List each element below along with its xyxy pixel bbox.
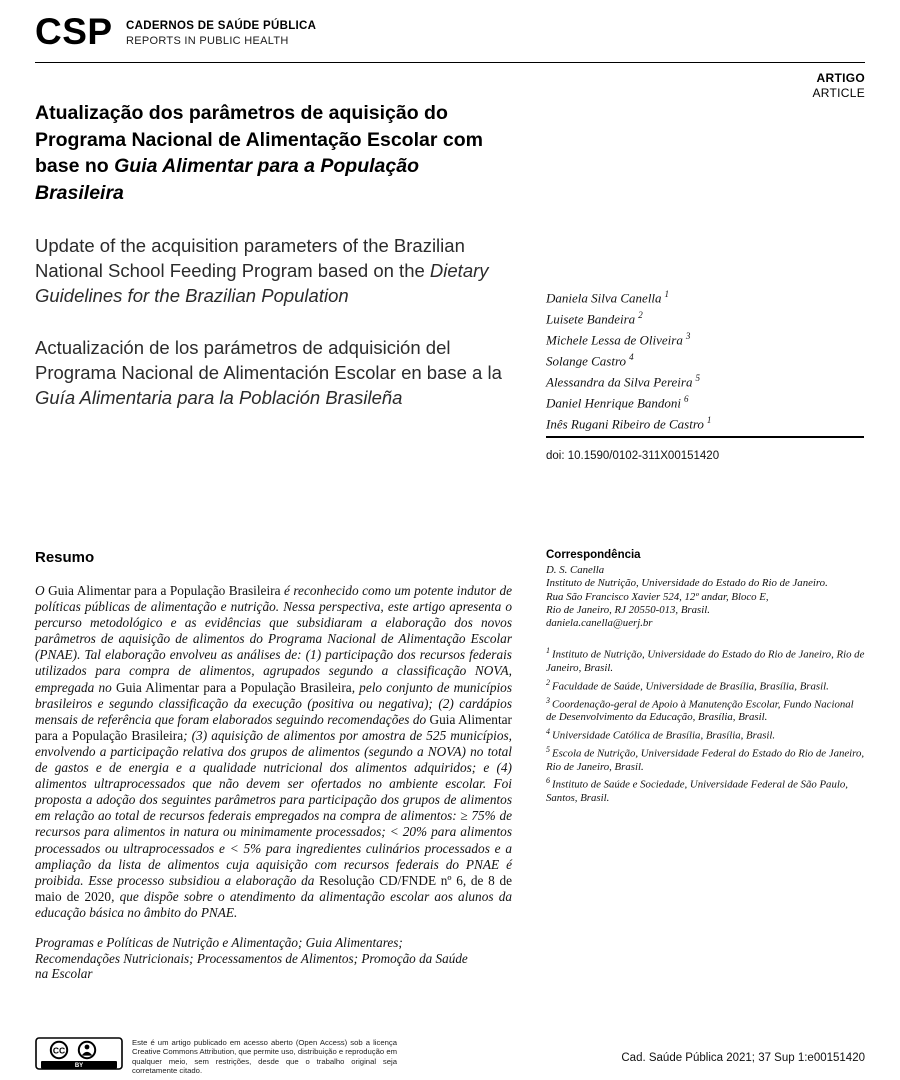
affiliation-number: 5	[546, 744, 550, 754]
affiliation	[546, 743, 866, 774]
author-affiliation-ref: 5	[695, 372, 700, 383]
header-divider	[35, 62, 865, 63]
title-english: Update of the acquisition parameters of the Brazilian National School Feeding Program based on the Dietary Guidelines for the Brazilian Population	[35, 235, 489, 306]
author-affiliation-ref: 2	[638, 309, 643, 320]
author-name: Daniel Henrique Bandoni	[546, 394, 682, 410]
author-name: Michele Lessa de Oliveira	[546, 332, 683, 348]
author	[546, 328, 866, 349]
affiliation-number: 3	[546, 695, 550, 705]
author-affiliation-ref: 6	[684, 393, 689, 404]
article-label-pt: ARTIGO	[816, 71, 865, 85]
doi-block	[546, 436, 864, 462]
svg-text:CC: CC	[52, 1045, 66, 1056]
journal-name-block	[126, 20, 316, 47]
affiliation-text: Universidade Católica de Brasília, Brasília, Brasil.	[552, 729, 776, 742]
correspondence-and-affiliations	[546, 549, 866, 805]
affiliation-text: Faculdade de Saúde, Universidade de Brasília, Brasília, Brasil.	[552, 680, 829, 693]
keywords: Programas e Políticas de Nutrição e Alimentação; Guia Alimentares; Recomendações Nutricionais; Processamentos de Alimentos; Promoção da Saúde na Escolar	[35, 934, 468, 982]
affiliation-text: Instituto de Nutrição, Universidade do Estado do Rio de Janeiro, Rio de Janeiro, Brasil.	[546, 649, 865, 675]
author-affiliation-ref: 1	[664, 289, 670, 299]
author	[546, 370, 866, 391]
affiliation	[546, 694, 866, 725]
author	[546, 391, 866, 412]
article-label-en: ARTICLE	[812, 86, 865, 100]
author-affiliation-ref: 4	[629, 351, 634, 362]
abstract-section	[35, 549, 512, 982]
journal-citation: Cad. Saúde Pública 2021; 37 Sup 1:e00151420	[621, 1052, 865, 1064]
affiliation-number: 4	[546, 726, 550, 736]
affiliation-number: 2	[546, 677, 550, 687]
correspondence-name: D. S. Canella	[546, 564, 605, 576]
cc-by-label: BY	[74, 1063, 84, 1069]
affiliation-number: 6	[546, 775, 550, 785]
author-name: Alessandra da Silva Pereira	[546, 374, 693, 390]
author	[546, 286, 866, 307]
license-text: Este é um artigo publicado em acesso aberto (Open Access) sob a licença Creative Commons Attribution, que permite uso, distribuição e reprodução em qualquer meio, sem restrições, desde que o trabalho original seja corretamente citado.	[132, 1038, 397, 1075]
abstract-heading: Resumo	[35, 549, 95, 566]
cc-by-badge-icon	[35, 1037, 123, 1070]
affiliations-list	[546, 644, 866, 805]
author	[546, 307, 866, 328]
affiliation-number: 1	[546, 646, 550, 656]
author-name: Inês Rugani Ribeiro de Castro	[546, 415, 704, 431]
correspondence-city: Rio de Janeiro, RJ 20550-013, Brasil.	[546, 603, 710, 616]
title-block	[35, 100, 507, 410]
authors-list	[546, 286, 866, 432]
affiliation-text: Escola de Nutrição, Universidade Federal do Estado do Rio de Janeiro, Rio de Janeiro, Brasil.	[546, 747, 865, 773]
title-portuguese: Atualização dos parâmetros de aquisição do Programa Nacional de Alimentação Escolar com base no Guia Alimentar para a População Brasileira	[35, 102, 483, 204]
author-name: Luisete Bandeira	[546, 311, 636, 327]
doi-text: doi: 10.1590/0102-311X00151420	[546, 450, 720, 462]
correspondence-email: daniela.canella@uerj.br	[546, 617, 653, 630]
author-affiliation-ref: 1	[706, 414, 712, 425]
csp-logo: CSP	[35, 11, 113, 52]
journal-name-pt: CADERNOS DE SAÚDE PÚBLICA	[126, 20, 317, 32]
correspondence-heading: Correspondência	[546, 549, 641, 561]
affiliation	[546, 676, 866, 694]
abstract-text: O Guia Alimentar para a População Brasileira é reconhecido como um potente indutor de políticas públicas de alimentação e nutrição. Nessa perspectiva, este artigo apresenta o percurso metodológico e as evidências que subsidiaram a elaboração dos novos parâmetros de aquisição de alimentos do Programa Nacional de Alimentação Escolar (PNAE). Tal elaboração envolveu as análises de: (1) participação dos recursos federais utilizados para compra de alimentos, agrupados segundo a classificação NOVA, empregada no Guia Alimentar para a População Brasileira, pelo conjunto de municípios brasileiros e segundo classificação da execução (positiva ou negativa); (2) cardápios mensais de referência que foram elaborados seguindo recomendações do Guia Alimentar para a População Brasileira; (3) aquisição de alimentos por amostra de 525 municípios, envolvendo a participação relativa dos grupos de alimentos (segundo a NOVA) no total de gastos e de energia e a qualidade nutricional dos alimentos adquiridos; e (4) alimentos ultraprocessados que não devem ser ofertados no ambiente escolar. Foi proposta a adoção dos seguintes parâmetros para participação dos grupos de alimentos em relação ao total de recursos federais empregados na compra de alimentos: ≥ 75% de recursos para alimentos in natura ou minimamente processados; < 20% para alimentos processados ou ultraprocessados e < 5% para ingredientes culinários processados e a ampliação da lista de alimentos cuja aquisição com recursos federais do PNAE é proibida. Esse processo subsidiou a elaboração da Resolução CD/FNDE nº 6, de 8 de maio de 2020, que dispõe sobre o atendimento da alimentação escolar aos alunos da educação básica no âmbito do PNAE.	[35, 583, 513, 920]
license-block	[35, 1037, 397, 1075]
journal-name-en: REPORTS IN PUBLIC HEALTH	[126, 35, 289, 47]
affiliation	[546, 644, 866, 675]
author-name: Solange Castro	[546, 353, 627, 369]
correspondence-address: Rua São Francisco Xavier 524, 12º andar, Bloco E,	[546, 590, 769, 603]
author	[546, 349, 866, 370]
author-name: Daniela Silva Canella	[546, 290, 662, 306]
author-affiliation-ref: 3	[685, 330, 691, 341]
affiliation-text: Instituto de Saúde e Sociedade, Universidade Federal de São Paulo, Santos, Brasil.	[546, 778, 848, 804]
title-spanish: Actualización de los parámetros de adquisición del Programa Nacional de Alimentación Escolar en base a la Guía Alimentaria para la Población Brasileña	[35, 337, 502, 408]
affiliation	[546, 774, 866, 805]
correspondence-institution: Instituto de Nutrição, Universidade do Estado do Rio de Janeiro.	[546, 577, 828, 590]
affiliation	[546, 725, 866, 743]
author	[546, 412, 866, 433]
affiliation-text: Coordenação-geral de Apoio à Manutenção Escolar, Fundo Nacional de Desenvolvimento da Educação, Brasília, Brasil.	[546, 698, 854, 724]
article-type-label	[812, 71, 865, 101]
